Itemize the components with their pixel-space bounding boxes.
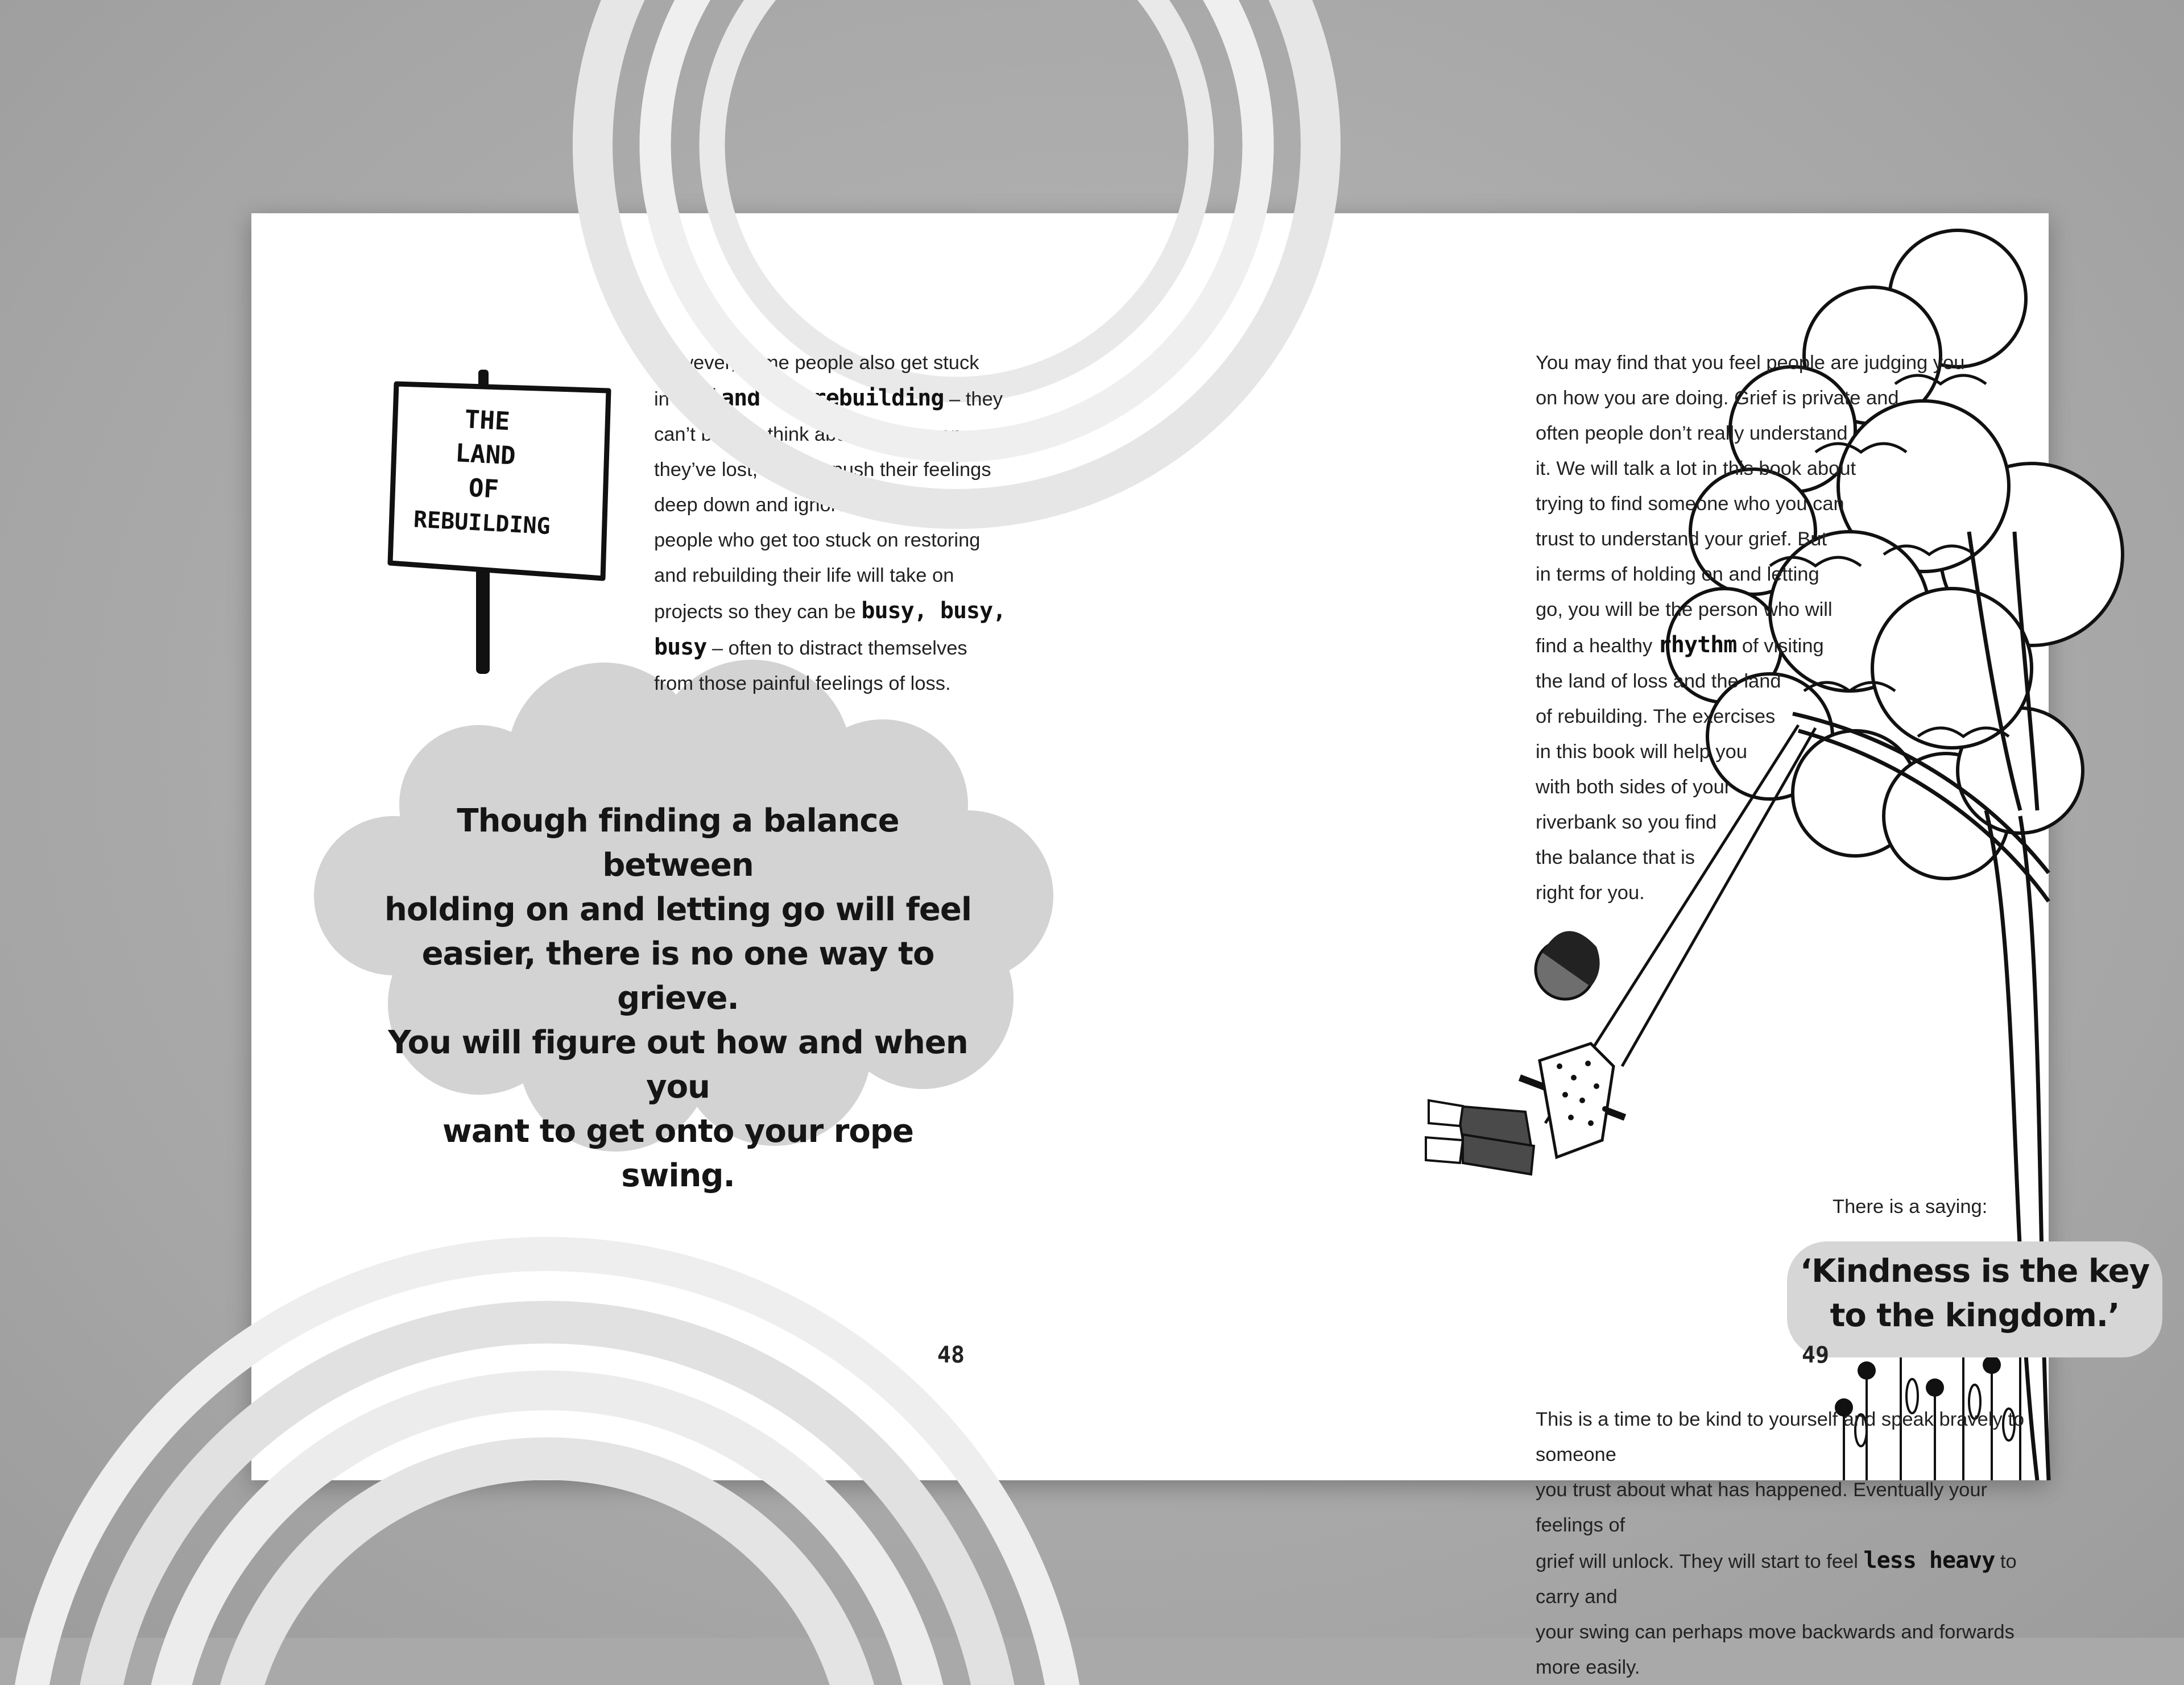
cloud-line: want to get onto your rope swing. [442, 1113, 913, 1194]
text-line: the land of loss and the land [1536, 670, 1781, 692]
text-line: riverbank so you find [1536, 812, 1717, 833]
cloud-message [382, 799, 974, 1198]
text-line: they’ve lost, so they push their feelings [654, 459, 991, 481]
text-line [654, 630, 1052, 666]
cloud-line: You will figure out how and when you [388, 1024, 968, 1106]
text-line: You may find that you feel people are judging you [1536, 352, 1965, 374]
sign-line: THE [464, 405, 511, 437]
text-line: of rebuilding. The exercises [1536, 706, 1776, 727]
page-number-right: 49 [1801, 1342, 1830, 1368]
text-line: However, some people also get stuck [654, 352, 979, 374]
text-span: projects so they can be [654, 601, 862, 623]
emphasis-text: busy [654, 634, 707, 660]
text-line: and rebuilding their life will take on [654, 565, 954, 586]
sign-line: LAND [454, 438, 516, 471]
text-line: people who get too stuck on restoring [654, 529, 981, 551]
text-line: the balance that is [1536, 847, 1695, 868]
page-number-left: 48 [937, 1342, 965, 1368]
quote-line: ‘Kindness is the key [1800, 1253, 2150, 1290]
text-line: your swing can perhaps move backwards and forwards more easily. [1536, 1621, 2015, 1678]
right-paragraph [1536, 345, 2002, 910]
text-line [1536, 627, 2002, 664]
emphasis-text: busy, busy, [861, 598, 1006, 624]
emphasis-text: land of rebuilding [707, 385, 944, 411]
text-span: – they [944, 388, 1003, 410]
text-line: with both sides of your [1536, 776, 1731, 798]
text-line: trying to find someone who you can [1536, 493, 1844, 515]
signpost-label [384, 399, 585, 545]
text-span: in the [654, 388, 708, 410]
text-line: on how you are doing. Grief is private and [1536, 387, 1899, 409]
text-line: in this book will help you [1536, 741, 1748, 763]
cloud-line: easier, there is no one way to grieve. [421, 935, 934, 1017]
saying-label: There is a saying: [1833, 1196, 1988, 1218]
text-line: trust to understand your grief. But [1536, 528, 1827, 550]
quote-line: to the kingdom.’ [1830, 1297, 2120, 1334]
text-span: to carry and [1536, 1551, 2017, 1608]
text-line: you trust about what has happened. Eventually your feelings of [1536, 1479, 1988, 1536]
text-span: of visiting [1736, 635, 1824, 657]
text-line: it. We will talk a lot in this book about [1536, 458, 1856, 479]
right-page [1213, 213, 2150, 1678]
text-span: – often to distract themselves [706, 637, 967, 659]
emphasis-text: rhythm [1657, 632, 1737, 658]
closing-paragraph [1536, 1402, 2036, 1685]
text-line: right for you. [1536, 882, 1645, 904]
text-span: find a healthy [1536, 635, 1658, 657]
person-on-swing-illustration [1426, 931, 1625, 1174]
text-line: from those painful feelings of loss. [654, 673, 951, 694]
emphasis-text: less heavy [1863, 1547, 1995, 1574]
text-line [1536, 1543, 2036, 1614]
book-spread [251, 213, 2150, 1678]
sign-line: OF [468, 473, 500, 504]
text-line: This is a time to be kind to yourself and speak bravely to someone [1536, 1409, 2025, 1465]
text-line: in terms of holding on and letting [1536, 564, 1819, 585]
text-line: deep down and ignore them. Many [654, 494, 957, 516]
cloud-line: Though finding a balance between [457, 802, 899, 884]
text-span: grief will unlock. They will start to feel [1536, 1551, 1864, 1572]
left-page [251, 213, 1213, 1480]
cloud-line: holding on and letting go will feel [384, 891, 972, 928]
text-line: often people don’t really understand [1536, 423, 1848, 444]
text-line [654, 593, 1052, 630]
sign-line: REBUILDING [412, 506, 551, 540]
quote-text [1787, 1249, 2162, 1338]
text-line: go, you will be the person who will [1536, 599, 1833, 620]
text-line: can’t bear to think about the person [654, 424, 962, 445]
